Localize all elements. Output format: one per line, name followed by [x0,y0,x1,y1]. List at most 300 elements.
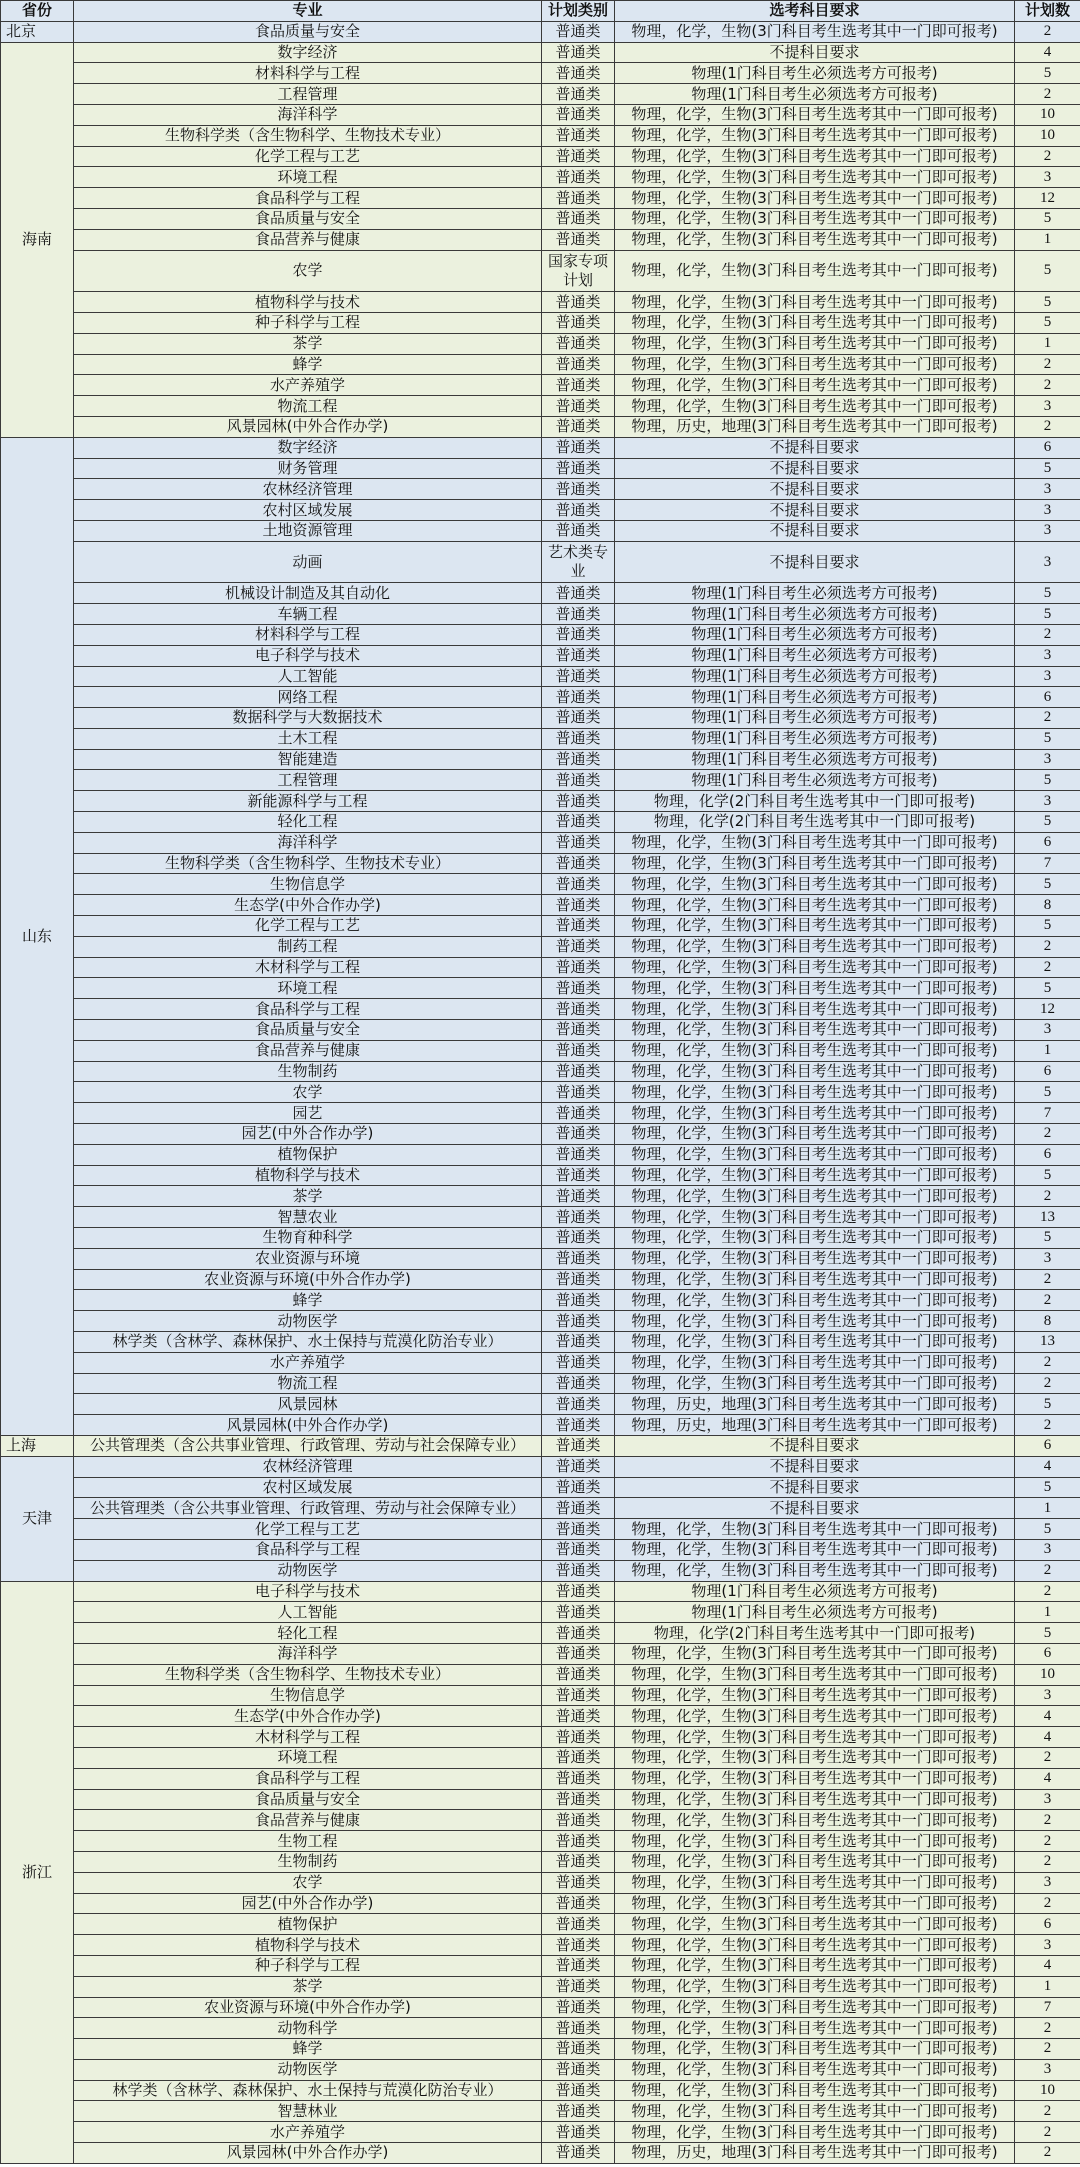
requirement-cell: 物理，化学，生物(3门科目考生选考其中一门即可报考) [615,1685,1015,1706]
plan-type-cell: 普通类 [542,333,615,354]
requirement-cell: 物理，化学，生物(3门科目考生选考其中一门即可报考) [615,2101,1015,2122]
plan-count-cell: 2 [1015,1415,1080,1436]
plan-count-cell: 5 [1015,1394,1080,1415]
plan-count-cell: 3 [1015,645,1080,666]
major-cell: 车辆工程 [74,604,542,625]
table-row [1,1456,1080,1477]
major-cell: 数字经济 [74,437,542,458]
requirement-cell: 物理(1门科目考生必须选考方可报考) [615,708,1015,729]
plan-type-cell: 普通类 [542,2018,615,2039]
requirement-cell: 物理，化学(2门科目考生选考其中一门即可报考) [615,791,1015,812]
plan-count-cell: 5 [1015,1082,1080,1103]
requirement-cell: 不提科目要求 [615,541,1015,583]
plan-count-cell: 6 [1015,1061,1080,1082]
plan-type-cell: 普通类 [542,853,615,874]
major-cell: 环境工程 [74,167,542,188]
plan-type-cell: 普通类 [542,604,615,625]
major-cell: 生态学(中外合作办学) [74,1706,542,1727]
major-cell: 风景园林(中外合作办学) [74,2143,542,2164]
major-cell: 水产养殖学 [74,2122,542,2143]
requirement-cell: 不提科目要求 [615,1498,1015,1519]
plan-count-cell: 2 [1015,21,1080,42]
table-row [1,2122,1080,2143]
plan-count-cell: 1 [1015,229,1080,250]
plan-type-cell: 普通类 [542,63,615,84]
major-cell: 人工智能 [74,666,542,687]
table-row [1,1352,1080,1373]
major-cell: 植物科学与技术 [74,1935,542,1956]
table-row [1,2018,1080,2039]
requirement-cell: 物理，化学，生物(3门科目考生选考其中一门即可报考) [615,21,1015,42]
plan-type-cell: 普通类 [542,666,615,687]
table-row [1,1373,1080,1394]
table-row [1,2101,1080,2122]
plan-type-cell: 普通类 [542,292,615,313]
major-cell: 智慧农业 [74,1207,542,1228]
plan-type-cell: 普通类 [542,1311,615,1332]
plan-count-cell: 6 [1015,1144,1080,1165]
table-row [1,1332,1080,1353]
major-cell: 茶学 [74,1976,542,1997]
requirement-cell: 物理，化学，生物(3门科目考生选考其中一门即可报考) [615,2059,1015,2080]
plan-type-cell: 普通类 [542,728,615,749]
plan-type-cell: 普通类 [542,1789,615,1810]
requirement-cell: 物理，化学，生物(3门科目考生选考其中一门即可报考) [615,167,1015,188]
table-row [1,250,1080,292]
major-cell: 蜂学 [74,1290,542,1311]
plan-type-cell: 普通类 [542,1685,615,1706]
major-cell: 工程管理 [74,84,542,105]
plan-count-cell: 10 [1015,104,1080,125]
major-cell: 农村区域发展 [74,1477,542,1498]
major-cell: 化学工程与工艺 [74,1519,542,1540]
table-row [1,458,1080,479]
major-cell: 植物保护 [74,1914,542,1935]
plan-type-cell: 普通类 [542,208,615,229]
plan-type-cell: 普通类 [542,999,615,1020]
major-cell: 植物科学与技术 [74,1165,542,1186]
requirement-cell: 物理，化学，生物(3门科目考生选考其中一门即可报考) [615,1248,1015,1269]
plan-count-cell: 5 [1015,874,1080,895]
requirement-cell: 物理，化学，生物(3门科目考生选考其中一门即可报考) [615,936,1015,957]
major-cell: 农林经济管理 [74,479,542,500]
major-cell: 动物医学 [74,2059,542,2080]
plan-count-cell: 2 [1015,84,1080,105]
plan-count-cell: 4 [1015,1706,1080,1727]
plan-type-cell: 普通类 [542,1373,615,1394]
table-row [1,1228,1080,1249]
table-row [1,1768,1080,1789]
plan-count-cell: 3 [1015,791,1080,812]
requirement-cell: 物理(1门科目考生必须选考方可报考) [615,645,1015,666]
requirement-cell: 物理，历史，地理(3门科目考生选考其中一门即可报考) [615,1415,1015,1436]
table-row [1,1144,1080,1165]
header-row [1,1,1080,22]
table-row [1,1415,1080,1436]
table-row [1,1602,1080,1623]
major-cell: 食品质量与安全 [74,21,542,42]
plan-type-cell: 普通类 [542,375,615,396]
major-cell: 农林经济管理 [74,1456,542,1477]
table-row [1,1311,1080,1332]
plan-count-cell: 3 [1015,1020,1080,1041]
plan-count-cell: 3 [1015,1539,1080,1560]
major-cell: 材料科学与工程 [74,624,542,645]
plan-type-cell: 普通类 [542,1955,615,1976]
table-row [1,1186,1080,1207]
plan-count-cell: 5 [1015,208,1080,229]
requirement-cell: 物理，化学(2门科目考生选考其中一门即可报考) [615,1623,1015,1644]
table-row [1,874,1080,895]
plan-type-cell: 普通类 [542,1914,615,1935]
major-cell: 化学工程与工艺 [74,146,542,167]
requirement-cell: 物理，化学，生物(3门科目考生选考其中一门即可报考) [615,1768,1015,1789]
plan-count-cell: 2 [1015,1810,1080,1831]
plan-count-cell: 8 [1015,895,1080,916]
requirement-cell: 物理，化学，生物(3门科目考生选考其中一门即可报考) [615,1311,1015,1332]
plan-type-cell: 普通类 [542,770,615,791]
plan-count-cell: 2 [1015,1124,1080,1145]
province-cell: 天津 [1,1456,74,1581]
table-row [1,541,1080,583]
plan-count-cell: 7 [1015,1997,1080,2018]
plan-count-cell: 2 [1015,1560,1080,1581]
plan-type-cell: 普通类 [542,583,615,604]
plan-count-cell: 5 [1015,1165,1080,1186]
table-row [1,1040,1080,1061]
plan-count-cell: 4 [1015,1768,1080,1789]
requirement-cell: 不提科目要求 [615,1456,1015,1477]
plan-type-cell: 普通类 [542,1020,615,1041]
plan-type-cell: 普通类 [542,2080,615,2101]
major-cell: 环境工程 [74,1747,542,1768]
plan-count-cell: 3 [1015,541,1080,583]
plan-type-cell: 普通类 [542,1643,615,1664]
plan-count-cell: 2 [1015,936,1080,957]
table-row [1,1477,1080,1498]
plan-count-cell: 12 [1015,999,1080,1020]
table-row [1,416,1080,437]
table-row [1,1685,1080,1706]
requirement-cell: 不提科目要求 [615,520,1015,541]
plan-type-cell: 国家专项计划 [542,250,615,292]
table-row [1,853,1080,874]
plan-type-cell: 普通类 [542,188,615,209]
requirement-cell: 物理，化学，生物(3门科目考生选考其中一门即可报考) [615,1290,1015,1311]
table-row [1,1976,1080,1997]
requirement-cell: 物理，化学，生物(3门科目考生选考其中一门即可报考) [615,1872,1015,1893]
major-cell: 茶学 [74,1186,542,1207]
major-cell: 轻化工程 [74,1623,542,1644]
table-row [1,1103,1080,1124]
requirement-cell: 物理(1门科目考生必须选考方可报考) [615,687,1015,708]
requirement-cell: 物理，化学，生物(3门科目考生选考其中一门即可报考) [615,1186,1015,1207]
plan-count-cell: 1 [1015,333,1080,354]
plan-count-cell: 2 [1015,1581,1080,1602]
plan-count-cell: 2 [1015,416,1080,437]
major-cell: 海洋科学 [74,832,542,853]
requirement-cell: 物理，化学，生物(3门科目考生选考其中一门即可报考) [615,2018,1015,2039]
plan-count-cell: 1 [1015,1602,1080,1623]
requirement-cell: 物理，化学，生物(3门科目考生选考其中一门即可报考) [615,2080,1015,2101]
major-cell: 制药工程 [74,936,542,957]
table-row [1,188,1080,209]
requirement-cell: 物理，化学，生物(3门科目考生选考其中一门即可报考) [615,1997,1015,2018]
major-cell: 林学类（含林学、森林保护、水土保持与荒漠化防治专业） [74,1332,542,1353]
table-row [1,1539,1080,1560]
requirement-cell: 物理，化学，生物(3门科目考生选考其中一门即可报考) [615,1976,1015,1997]
requirement-cell: 物理，化学，生物(3门科目考生选考其中一门即可报考) [615,1706,1015,1727]
plan-type-cell: 普通类 [542,1539,615,1560]
major-cell: 生物科学类（含生物科学、生物技术专业） [74,1664,542,1685]
plan-count-cell: 13 [1015,1332,1080,1353]
plan-count-cell: 5 [1015,292,1080,313]
major-cell: 生物制药 [74,1061,542,1082]
requirement-cell: 物理，历史，地理(3门科目考生选考其中一门即可报考) [615,416,1015,437]
plan-type-cell: 普通类 [542,2122,615,2143]
table-row [1,84,1080,105]
plan-count-cell: 6 [1015,1643,1080,1664]
major-cell: 食品科学与工程 [74,1539,542,1560]
table-row [1,63,1080,84]
major-cell: 土木工程 [74,728,542,749]
plan-type-cell: 普通类 [542,479,615,500]
requirement-cell: 物理，化学，生物(3门科目考生选考其中一门即可报考) [615,1914,1015,1935]
requirement-cell: 物理(1门科目考生必须选考方可报考) [615,1602,1015,1623]
requirement-cell: 不提科目要求 [615,1435,1015,1456]
plan-count-cell: 5 [1015,604,1080,625]
plan-type-cell: 普通类 [542,874,615,895]
plan-count-cell: 2 [1015,1373,1080,1394]
plan-type-cell: 普通类 [542,1851,615,1872]
major-cell: 食品质量与安全 [74,208,542,229]
requirement-cell: 物理，化学，生物(3门科目考生选考其中一门即可报考) [615,1560,1015,1581]
major-cell: 园艺(中外合作办学) [74,1893,542,1914]
table-row [1,916,1080,937]
table-row [1,645,1080,666]
plan-count-cell: 1 [1015,1976,1080,1997]
requirement-cell: 物理，化学，生物(3门科目考生选考其中一门即可报考) [615,1831,1015,1852]
major-cell: 生物科学类（含生物科学、生物技术专业） [74,853,542,874]
major-cell: 生物科学类（含生物科学、生物技术专业） [74,125,542,146]
requirement-cell: 物理(1门科目考生必须选考方可报考) [615,749,1015,770]
table-row [1,1935,1080,1956]
major-cell: 农业资源与环境 [74,1248,542,1269]
requirement-cell: 物理，化学(2门科目考生选考其中一门即可报考) [615,812,1015,833]
requirement-cell: 物理，化学，生物(3门科目考生选考其中一门即可报考) [615,146,1015,167]
table-row [1,957,1080,978]
major-cell: 种子科学与工程 [74,1955,542,1976]
plan-count-cell: 3 [1015,749,1080,770]
plan-count-cell: 4 [1015,1955,1080,1976]
plan-count-cell: 2 [1015,1831,1080,1852]
plan-type-cell: 普通类 [542,2143,615,2164]
major-cell: 化学工程与工艺 [74,916,542,937]
table-row [1,2039,1080,2060]
plan-type-cell: 普通类 [542,1872,615,1893]
plan-count-cell: 5 [1015,583,1080,604]
province-cell: 浙江 [1,1581,74,2163]
header-major: 专业 [74,1,542,22]
plan-type-cell: 普通类 [542,1290,615,1311]
plan-count-cell: 1 [1015,1040,1080,1061]
requirement-cell: 物理，历史，地理(3门科目考生选考其中一门即可报考) [615,2143,1015,2164]
plan-count-cell: 7 [1015,1103,1080,1124]
plan-type-cell: 普通类 [542,437,615,458]
table-row [1,1664,1080,1685]
major-cell: 生物制药 [74,1851,542,1872]
plan-type-cell: 普通类 [542,458,615,479]
requirement-cell: 物理，化学，生物(3门科目考生选考其中一门即可报考) [615,916,1015,937]
plan-count-cell: 3 [1015,1685,1080,1706]
major-cell: 智能建造 [74,749,542,770]
plan-count-cell: 3 [1015,1789,1080,1810]
plan-type-cell: 普通类 [542,645,615,666]
plan-type-cell: 普通类 [542,1103,615,1124]
province-cell: 海南 [1,42,74,437]
requirement-cell: 物理，化学，生物(3门科目考生选考其中一门即可报考) [615,1228,1015,1249]
table-body [1,21,1080,2163]
plan-count-cell: 3 [1015,2059,1080,2080]
requirement-cell: 物理，化学，生物(3门科目考生选考其中一门即可报考) [615,1810,1015,1831]
major-cell: 植物科学与技术 [74,292,542,313]
plan-type-cell: 普通类 [542,749,615,770]
requirement-cell: 物理(1门科目考生必须选考方可报考) [615,63,1015,84]
plan-type-cell: 普通类 [542,1602,615,1623]
major-cell: 蜂学 [74,2039,542,2060]
requirement-cell: 物理，化学，生物(3门科目考生选考其中一门即可报考) [615,853,1015,874]
table-row [1,1851,1080,1872]
requirement-cell: 物理，化学，生物(3门科目考生选考其中一门即可报考) [615,1020,1015,1041]
plan-count-cell: 2 [1015,354,1080,375]
plan-type-cell: 普通类 [542,1727,615,1748]
table-row [1,2059,1080,2080]
plan-type-cell: 普通类 [542,354,615,375]
table-row [1,708,1080,729]
plan-type-cell: 普通类 [542,916,615,937]
major-cell: 农业资源与环境(中外合作办学) [74,1269,542,1290]
plan-type-cell: 普通类 [542,957,615,978]
header-province: 省份 [1,1,74,22]
major-cell: 木材科学与工程 [74,957,542,978]
major-cell: 园艺 [74,1103,542,1124]
requirement-cell: 物理，化学，生物(3门科目考生选考其中一门即可报考) [615,978,1015,999]
major-cell: 物流工程 [74,396,542,417]
plan-count-cell: 5 [1015,812,1080,833]
requirement-cell: 物理，化学，生物(3门科目考生选考其中一门即可报考) [615,1373,1015,1394]
plan-type-cell: 普通类 [542,2039,615,2060]
requirement-cell: 物理，化学，生物(3门科目考生选考其中一门即可报考) [615,354,1015,375]
plan-type-cell: 艺术类专业 [542,541,615,583]
major-cell: 农学 [74,1872,542,1893]
plan-type-cell: 普通类 [542,1144,615,1165]
table-row [1,1872,1080,1893]
plan-type-cell: 普通类 [542,978,615,999]
plan-count-cell: 2 [1015,375,1080,396]
requirement-cell: 物理(1门科目考生必须选考方可报考) [615,84,1015,105]
plan-type-cell: 普通类 [542,624,615,645]
plan-type-cell: 普通类 [542,1415,615,1436]
table-row [1,1082,1080,1103]
plan-count-cell: 4 [1015,1456,1080,1477]
plan-count-cell: 13 [1015,1207,1080,1228]
plan-type-cell: 普通类 [542,146,615,167]
province-cell: 山东 [1,437,74,1435]
plan-type-cell: 普通类 [542,312,615,333]
plan-type-cell: 普通类 [542,1040,615,1061]
plan-type-cell: 普通类 [542,1893,615,1914]
major-cell: 木材科学与工程 [74,1727,542,1748]
table-row [1,479,1080,500]
plan-type-cell: 普通类 [542,104,615,125]
major-cell: 智慧林业 [74,2101,542,2122]
table-row [1,125,1080,146]
major-cell: 财务管理 [74,458,542,479]
requirement-cell: 物理，化学，生物(3门科目考生选考其中一门即可报考) [615,333,1015,354]
table-row [1,354,1080,375]
requirement-cell: 物理(1门科目考生必须选考方可报考) [615,604,1015,625]
requirement-cell: 物理，化学，生物(3门科目考生选考其中一门即可报考) [615,1851,1015,1872]
requirement-cell: 不提科目要求 [615,437,1015,458]
requirement-cell: 物理，化学，生物(3门科目考生选考其中一门即可报考) [615,1061,1015,1082]
major-cell: 食品营养与健康 [74,229,542,250]
major-cell: 食品营养与健康 [74,1810,542,1831]
table-row [1,895,1080,916]
plan-type-cell: 普通类 [542,1747,615,1768]
major-cell: 工程管理 [74,770,542,791]
requirement-cell: 物理，化学，生物(3门科目考生选考其中一门即可报考) [615,125,1015,146]
plan-count-cell: 2 [1015,1290,1080,1311]
plan-type-cell: 普通类 [542,1581,615,1602]
plan-type-cell: 普通类 [542,2101,615,2122]
plan-count-cell: 5 [1015,250,1080,292]
table-row [1,167,1080,188]
major-cell: 土地资源管理 [74,520,542,541]
plan-type-cell: 普通类 [542,1165,615,1186]
plan-count-cell: 2 [1015,2122,1080,2143]
header-plan-type: 计划类别 [542,1,615,22]
plan-type-cell: 普通类 [542,1332,615,1353]
major-cell: 数字经济 [74,42,542,63]
requirement-cell: 物理，化学，生物(3门科目考生选考其中一门即可报考) [615,1124,1015,1145]
requirement-cell: 物理，化学，生物(3门科目考生选考其中一门即可报考) [615,1664,1015,1685]
requirement-cell: 物理，化学，生物(3门科目考生选考其中一门即可报考) [615,1893,1015,1914]
plan-type-cell: 普通类 [542,1456,615,1477]
table-row [1,1643,1080,1664]
table-row [1,1207,1080,1228]
major-cell: 电子科学与技术 [74,645,542,666]
table-row [1,978,1080,999]
major-cell: 食品质量与安全 [74,1020,542,1041]
table-row [1,791,1080,812]
plan-count-cell: 6 [1015,1435,1080,1456]
plan-type-cell: 普通类 [542,1997,615,2018]
plan-count-cell: 3 [1015,167,1080,188]
table-row [1,936,1080,957]
plan-type-cell: 普通类 [542,229,615,250]
table-row [1,375,1080,396]
requirement-cell: 不提科目要求 [615,1477,1015,1498]
table-row [1,728,1080,749]
table-row [1,1519,1080,1540]
requirement-cell: 物理，化学，生物(3门科目考生选考其中一门即可报考) [615,208,1015,229]
plan-count-cell: 12 [1015,188,1080,209]
requirement-cell: 物理，化学，生物(3门科目考生选考其中一门即可报考) [615,1539,1015,1560]
plan-count-cell: 3 [1015,479,1080,500]
major-cell: 环境工程 [74,978,542,999]
requirement-cell: 物理，化学，生物(3门科目考生选考其中一门即可报考) [615,1643,1015,1664]
plan-type-cell: 普通类 [542,1435,615,1456]
